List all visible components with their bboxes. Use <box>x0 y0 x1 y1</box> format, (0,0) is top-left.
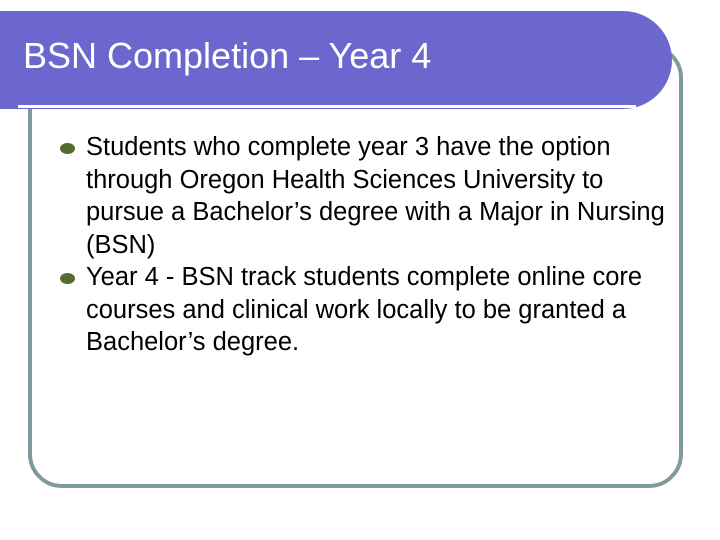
bullet-item <box>60 131 680 261</box>
slide-title: BSN Completion – Year 4 <box>23 35 432 76</box>
title-underline <box>18 105 636 108</box>
bullet-list <box>60 131 680 359</box>
bullet-item <box>60 261 680 359</box>
bullet-dot-icon <box>60 143 75 154</box>
bullet-text: Year 4 - BSN track students complete online core courses and clinical work locally to be granted a Bachelor’s degree. <box>86 263 643 356</box>
bullet-text: Students who complete year 3 have the option through Oregon Health Sciences University to pursue a Bachelor’s degree with a Major in Nursing (BSN) <box>86 133 665 259</box>
bullet-dot-icon <box>60 273 75 284</box>
